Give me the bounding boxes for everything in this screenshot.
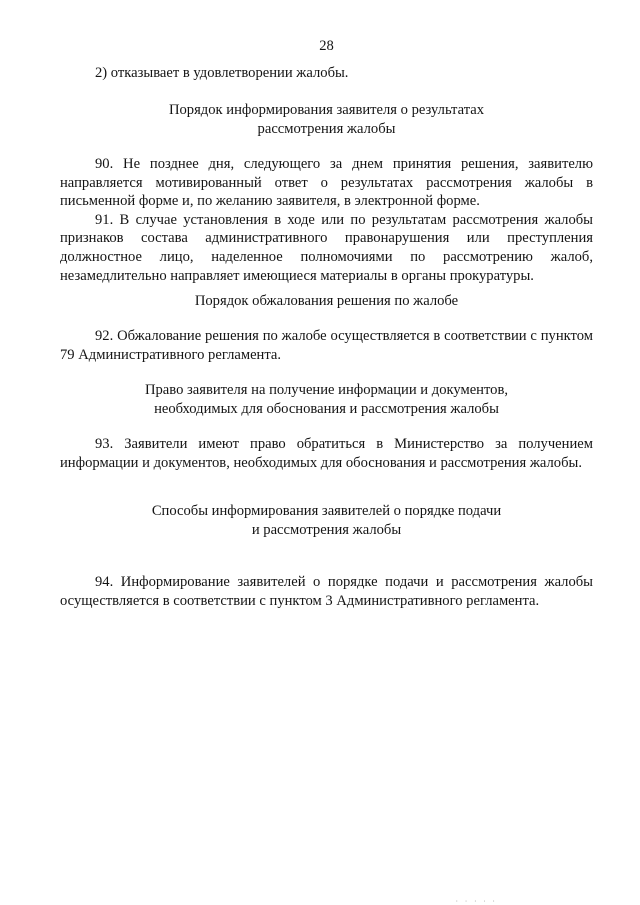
paragraph-92: 92. Обжалование решения по жалобе осуществляется в соответствии с пунктом 79 Административного регламента. [60, 328, 593, 363]
heading-appeal-order [60, 292, 593, 311]
page-number: 28 [319, 38, 334, 54]
paragraph-93: 93. Заявители имеют право обратиться в Министерство за получением информации и документов, необходимых для обоснования и рассмотрения жалобы. [60, 436, 593, 471]
section-body-ways-of-informing [60, 573, 593, 610]
heading-line: рассмотрения жалобы [257, 120, 396, 137]
section-body-informing-results [60, 155, 593, 285]
heading-informing-results [60, 101, 593, 138]
heading-line: Порядок обжалования решения по жалобе [194, 293, 459, 309]
item-2-block [60, 64, 593, 83]
scan-noise-mark: · · · · · [455, 898, 497, 905]
heading-line: необходимых для обоснования и рассмотрения жалобы [154, 400, 499, 417]
section-heading-informing-results [60, 101, 593, 138]
document-page [60, 0, 593, 905]
heading-line: Порядок информирования заявителя о результатах [168, 102, 485, 118]
section-body-right-to-information [60, 435, 593, 472]
section-heading-ways-of-informing [60, 502, 593, 539]
section-heading-appeal-order [60, 292, 593, 311]
paragraph-90: 90. Не позднее дня, следующего за днем принятия решения, заявителю направляется мотивированный ответ о результатах рассмотрения жалобы в письменной форме и, по желанию заявителя, в электронной форме. [60, 156, 593, 210]
heading-line: Право заявителя на получение информации и документов, [144, 382, 509, 398]
heading-line: Способы информирования заявителей о порядке подачи [151, 503, 502, 519]
section-body-appeal-order [60, 327, 593, 364]
paragraph-91: 91. В случае установления в ходе или по результатам рассмотрения жалобы признаков состава административного правонарушения или преступления должностное лицо, наделенное полномочиями по рассмотрению жалоб, незамедлительно направляет имеющиеся материалы в органы прокуратуры. [60, 211, 593, 284]
paragraph-94: 94. Информирование заявителей о порядке подачи и рассмотрения жалобы осуществляется в соответствии с пунктом 3 Административного регламента. [60, 574, 593, 609]
heading-ways-of-informing [60, 502, 593, 539]
heading-right-to-information [60, 381, 593, 418]
section-heading-right-to-information [60, 381, 593, 418]
paragraph-item-2: 2) отказывает в удовлетворении жалобы. [95, 65, 349, 81]
heading-line: и рассмотрения жалобы [251, 521, 402, 538]
